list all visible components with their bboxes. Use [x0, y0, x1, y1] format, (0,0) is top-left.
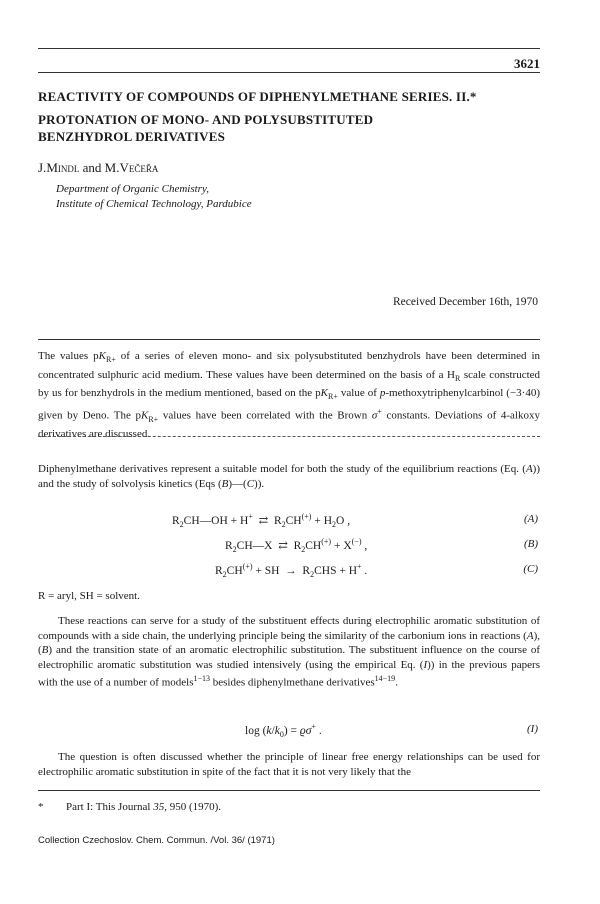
para2-text: ) and the transition state of an aromatic electrophilic substitution. The substituent influence on the course of electrophilic aromatic substitution was studied intensively (using the empirical Eq. ( [38, 644, 540, 671]
para2-text: besides diphenylmethane derivatives [210, 676, 375, 689]
title-line-1: REACTIVITY OF COMPOUNDS OF DIPHENYLMETHANE SERIES. II.* [38, 89, 477, 104]
header-rule-lower [38, 72, 540, 73]
footnote [38, 801, 221, 813]
journal-citation: Collection Czechoslov. Chem. Commun. /Vol. 36/ (1971) [38, 835, 275, 846]
equation-a-label: (A) [523, 513, 538, 525]
abstract-text: of a series of eleven mono- and six polysubstituted benzhydrols have been determined in concentrated sulphuric acid medium. These values have been determined on the basis of a [38, 350, 541, 381]
equation-b: $R_2CH—X$ ⇄ $R_2CH^{(+)} + X^{(-)}$ , [225, 537, 368, 555]
eq-i-text: log ( [245, 724, 267, 737]
intro-text: Diphenylmethane derivatives represent a suitable model for both the study of the equilibrium reactions (Eq. ( [38, 463, 526, 475]
affiliation-line-1: Department of Organic Chemistry, [56, 183, 209, 195]
intro-text: )—( [228, 477, 247, 490]
received-date: Received December 16th, 1970 [393, 296, 538, 308]
equation-i-label: (I) [527, 723, 538, 735]
abstract-top-rule [38, 339, 540, 340]
footnote-text: Part I: This Journal [66, 801, 154, 813]
abstract-text: The values p [38, 350, 99, 362]
intro-paragraph: Diphenylmethane derivatives represent a suitable model for both the study of the equilibrium reactions (Eq. (A)) and the study of solvolysis kinetics (Eqs (B)—(C)). [38, 463, 540, 490]
intro-text: )). [254, 477, 265, 490]
para2-text: )) in the previous papers with the use of a number of models [38, 658, 540, 689]
author1-initial: J. [38, 160, 47, 175]
abstract-text: p [379, 387, 386, 400]
title-line-3: BENZHYDROL DERIVATIVES [38, 129, 226, 144]
title-line-2: PROTONATION OF MONO- AND POLYSUBSTITUTED [38, 112, 374, 127]
para2-text: ), ( [38, 629, 540, 656]
paragraph-2: These reactions can serve for a study of the substituent effects during electrophilic aromatic substitution of compounds with a side chain, the underlying principle being the similarity of the carbonium ions in reactions (A), (B) and the transition state of an aromatic electrophilic substitution. The substituent influence on the course of electrophilic aromatic substitution was studied intensively (using the empirical Eq. (I)) in the previous papers with the use of a number of models$^{1-13}$ besides diphenylmethane derivatives$^{14-19}$. [38, 615, 540, 689]
eq-i-text: ) = [283, 724, 300, 737]
abstract-text: -methoxytriphenylcarbinol (−3·40) given by Deno. The p [38, 387, 541, 422]
author2-initial: M. [104, 160, 120, 175]
para2-text: . [395, 676, 398, 689]
footnote-marker: * [38, 801, 44, 813]
intro-text: )) and the study of solvolysis kinetics (Eqs ( [38, 463, 540, 490]
authors [38, 160, 158, 176]
reference-1-13: 1−13 [193, 674, 211, 683]
abstract-text: values have been correlated with the Brown [158, 409, 372, 422]
authors-and: and [79, 160, 105, 175]
para2-text: These reactions can serve for a study of the substituent effects during electrophilic aromatic substitution of compounds with a side chain, the underlying principle being the similarity of the carbonium ions in reactions ( [38, 615, 540, 642]
equation-b-label: (B) [523, 538, 538, 550]
equation-c-label: (C) [523, 563, 538, 575]
equation-a: $R_2CH—OH + H^+$ ⇄ $R_2CH^{(+)} + H_2O$ , [172, 512, 351, 530]
reference-14-19: 14−19 [374, 674, 396, 683]
equation-c: $R_2CH^{(+)}$ + SH → $R_2CHS + H^+$ . [215, 562, 368, 580]
author1-name: Mindl [46, 160, 80, 175]
eq-i-text: . [315, 724, 322, 737]
abstract-bottom-rule [38, 436, 540, 437]
header-rule [38, 48, 540, 49]
r-definition: R = aryl, SH = solvent. [38, 590, 140, 602]
equation-i: $\log (k/k_0) = ϱ\sigma^+$ . [245, 722, 322, 740]
author2-name: Večeřa [119, 160, 159, 175]
footnote-rule [38, 790, 540, 791]
footnote-text: , 950 (1970). [164, 801, 222, 813]
page-number: 3621 [514, 56, 540, 71]
paragraph-3: The question is often discussed whether the principle of linear free energy relationships can be used for electrophilic aromatic substitution in spite of the fact that it is not very likely that the [38, 751, 540, 778]
abstract-text: scale constructed by us for benzhydrols in the medium mentioned, based on the p [38, 368, 541, 400]
abstract-text: constants. Deviations of 4-alkoxy derivatives are discussed. [38, 409, 540, 441]
affiliation-line-2: Institute of Chemical Technology, Pardubice [56, 198, 252, 210]
footnote-volume: 35 [153, 801, 165, 813]
abstract: The values $pK_{R+}$ of a series of eleven mono- and six polysubstituted benzhydrols have been determined in concentrated sulphuric acid medium. These values have been determined on the basis of a $H_R$ scale constructed by us for benzhydrols in the medium mentioned, based on the $pK_{R+}$ value of p-methoxytriphenylcarbinol (−3·40) given by Deno. The $pK_{R+}$ values have been correlated with the Brown σ+ constants. Deviations of 4-alkoxy derivatives are discussed. [38, 350, 541, 441]
abstract-text: value of [337, 387, 380, 400]
